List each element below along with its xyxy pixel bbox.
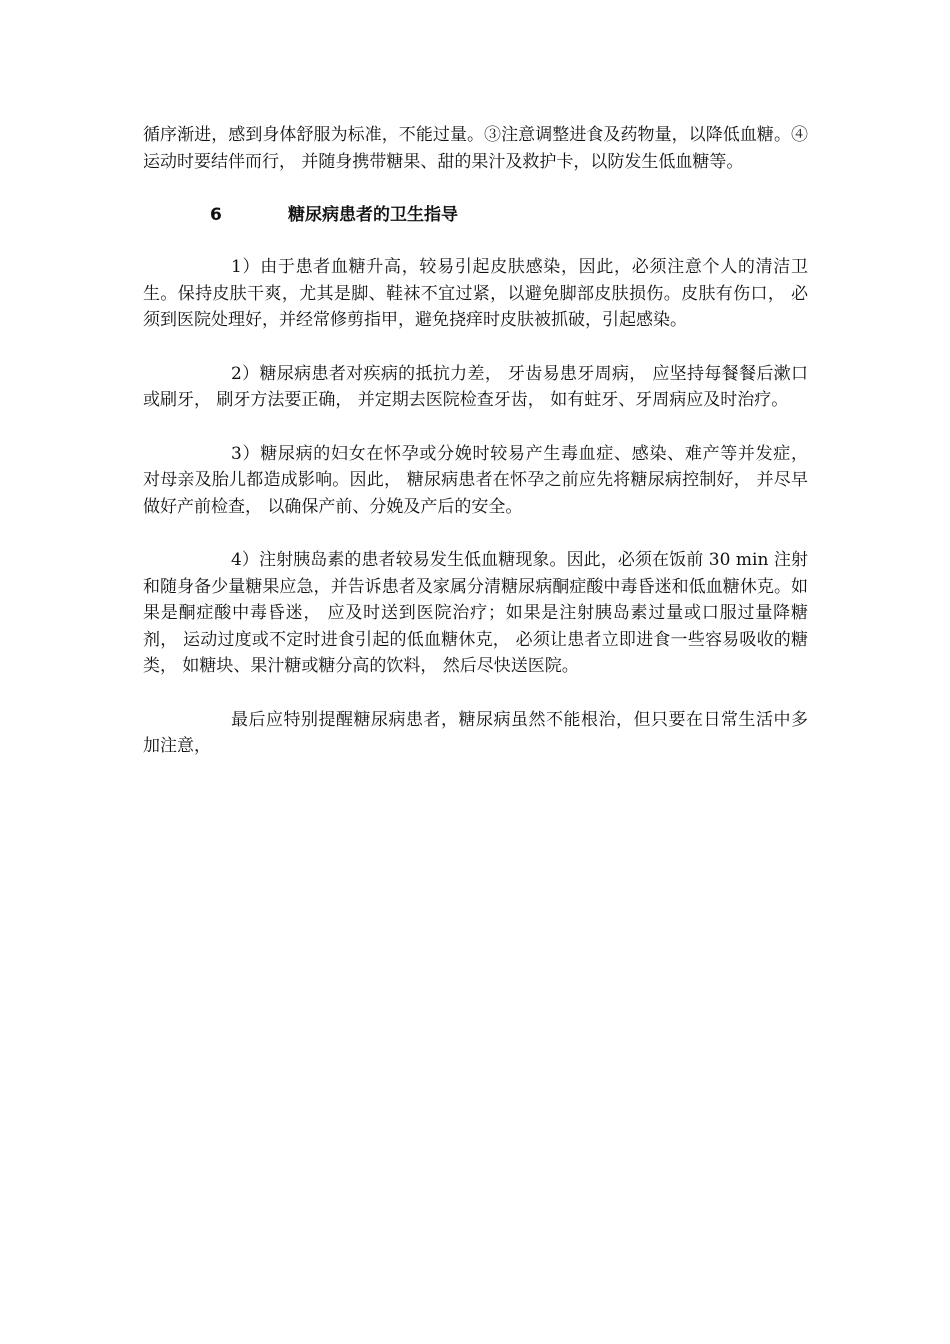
continuation-paragraph: 循序渐进，感到身体舒服为标准，不能过量。③注意调整进食及药物量，以降低血糖。④运动时要结伴而行， 并随身携带糖果、甜的果汁及救护卡，以防发生低血糖等。 <box>143 125 808 172</box>
paragraph-dental-care: 2）糖尿病患者对疾病的抵抗力差， 牙齿易患牙周病， 应坚持每餐餐后漱口或刷牙， 刷牙方法要正确， 并定期去医院检查牙齿， 如有蛀牙、牙周病应及时治疗。 <box>143 363 808 410</box>
section-title: 糖尿病患者的卫生指导 <box>288 205 458 225</box>
paragraph-pregnancy: 3）糖尿病的妇女在怀孕或分娩时较易产生毒血症、感染、难产等并发症， 对母亲及胎儿都造成影响。因此， 糖尿病患者在怀孕之前应先将糖尿病控制好， 并尽早做好产前检查， 以确保产前、分娩及产后的安全。 <box>143 443 808 517</box>
paragraph-insulin: 4）注射胰岛素的患者较易发生低血糖现象。因此，必须在饭前 30 min 注射和随身备少量糖果应急，并告诉患者及家属分清糖尿病酮症酸中毒昏迷和低血糖休克。如果是酮症酸中毒昏迷， 应及时送到医院治疗；如果是注射胰岛素过量或口服过量降糖剂， 运动过度或不定时进食引起的低血糖休克， 必须让患者立即进食一些容易吸收的糖类， 如糖块、果汁糖或糖分高的饮料， 然后尽快送医院。 <box>143 550 808 676</box>
document-page <box>143 122 808 760</box>
section-heading <box>143 202 808 228</box>
section-number: 6 <box>210 205 222 225</box>
paragraph-final-reminder: 最后应特别提醒糖尿病患者，糖尿病虽然不能根治，但只要在日常生活中多加注意， <box>143 709 808 756</box>
paragraph-skin-care: 1）由于患者血糖升高，较易引起皮肤感染，因此，必须注意个人的清洁卫生。保持皮肤干爽，尤其是脚、鞋袜不宜过紧，以避免脚部皮肤损伤。皮肤有伤口， 必须到医院处理好，并经常修剪指甲，避免挠痒时皮肤被抓破，引起感染。 <box>143 257 808 330</box>
